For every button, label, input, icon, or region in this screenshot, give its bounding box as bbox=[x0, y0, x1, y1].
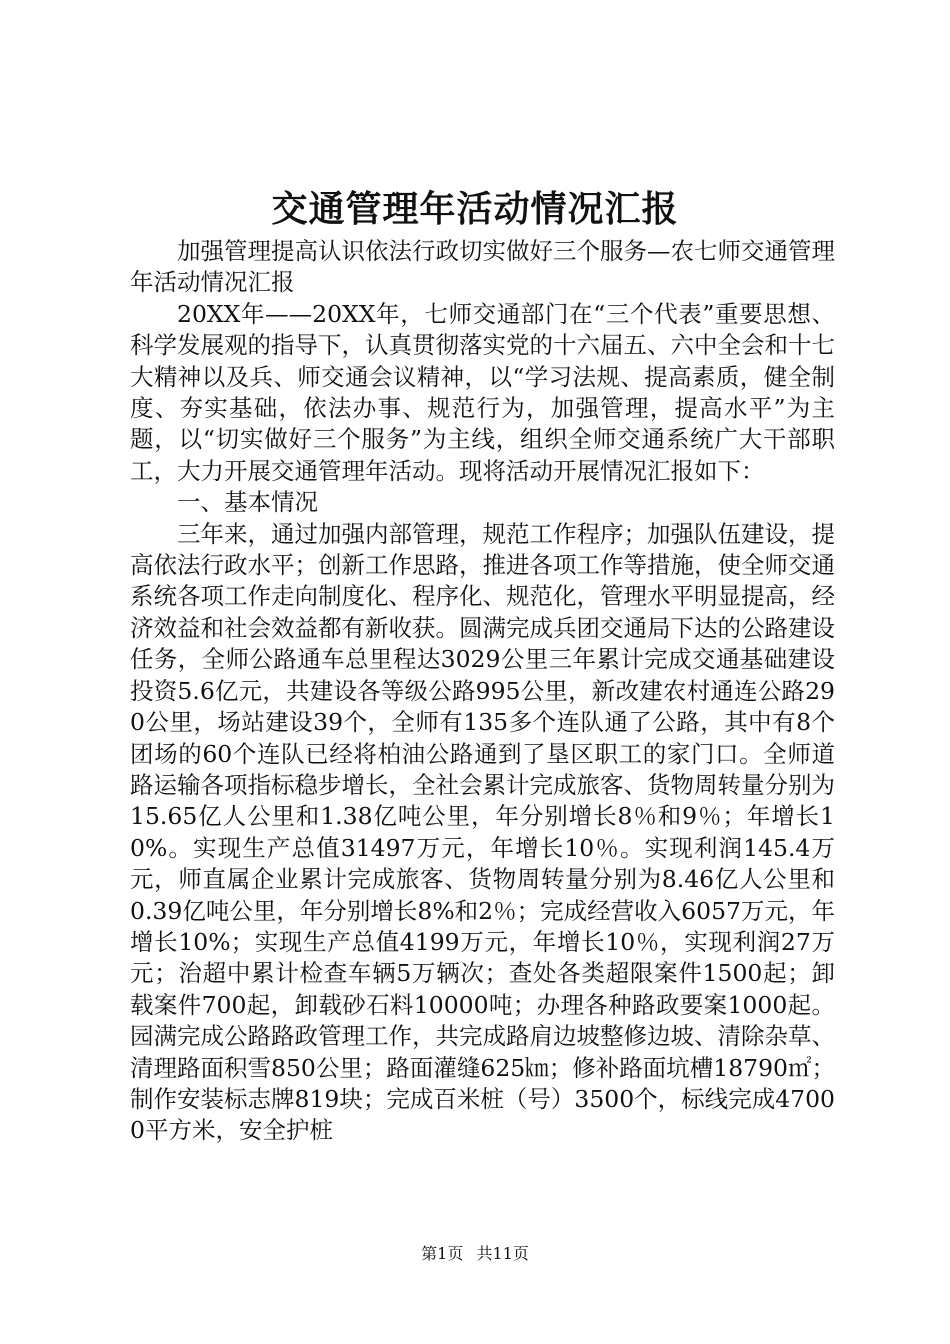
intro-paragraph: 20XX年——20XX年，七师交通部门在“三个代表”重要思想、科学发展观的指导下，认真贯彻落实党的十六届五、六中全会和十七大精神以及兵、师交通会议精神，以“学习法规、提高素质，健全制度、夯实基础，依法办事、规范行为，加强管理，提高水平”为主题，以“切实做好三个服务”为主线，组织全师交通系统广大干部职工，大力开展交通管理年活动。现将活动开展情况汇报如下： bbox=[130, 299, 835, 485]
page-number: 第1页 bbox=[421, 1244, 464, 1263]
subtitle-paragraph: 加强管理提高认识依法行政切实做好三个服务—农七师交通管理年活动情况汇报 bbox=[130, 237, 835, 297]
document-body bbox=[130, 236, 835, 1147]
page-footer bbox=[0, 1243, 950, 1265]
page-total: 共11页 bbox=[476, 1244, 529, 1263]
document-title: 交通管理年活动情况汇报 bbox=[271, 188, 679, 230]
body-paragraph: 三年来，通过加强内部管理，规范工作程序；加强队伍建设，提高依法行政水平；创新工作思路，推进各项工作等措施，使全师交通系统各项工作走向制度化、程序化、规范化，管理水平明显提高，经济效益和社会效益都有新收获。圆满完成兵团交通局下达的公路建设任务，全师公路通车总里程达3029公里三年累计完成交通基础建设投资5.6亿元，共建设各等级公路995公里，新改建农村通连公路290公里，场站建设39个，全师有135多个连队通了公路，其中有8个团场的60个连队已经将柏油公路通到了垦区职工的家门口。全师道路运输各项指标稳步增长，全社会累计完成旅客、货物周转量分别为15.65亿人公里和1.38亿吨公里，年分别增长8％和9％；年增长10%。实现生产总值31497万元，年增长10％。实现利润145.4万元，师直属企业累计完成旅客、货物周转量分别为8.46亿人公里和0.39亿吨公里，年分别增长8%和2％；完成经营收入6057万元，年增长10%；实现生产总值4199万元，年增长10％，实现利润27万元；治超中累计检查车辆5万辆次；查处各类超限案件1500起；卸载案件700起，卸载砂石料10000吨；办理各种路政要案1000起。园满完成公路路政管理工作，共完成路肩边坡整修边坡、清除杂草、清理路面积雪850公里；路面灌缝625㎞；修补路面坑槽18790㎡；制作安装标志牌819块；完成百米桩（号）3500个，标线完成47000平方米，安全护桩 bbox=[130, 519, 835, 1145]
section-heading: 一、基本情况 bbox=[177, 488, 318, 517]
